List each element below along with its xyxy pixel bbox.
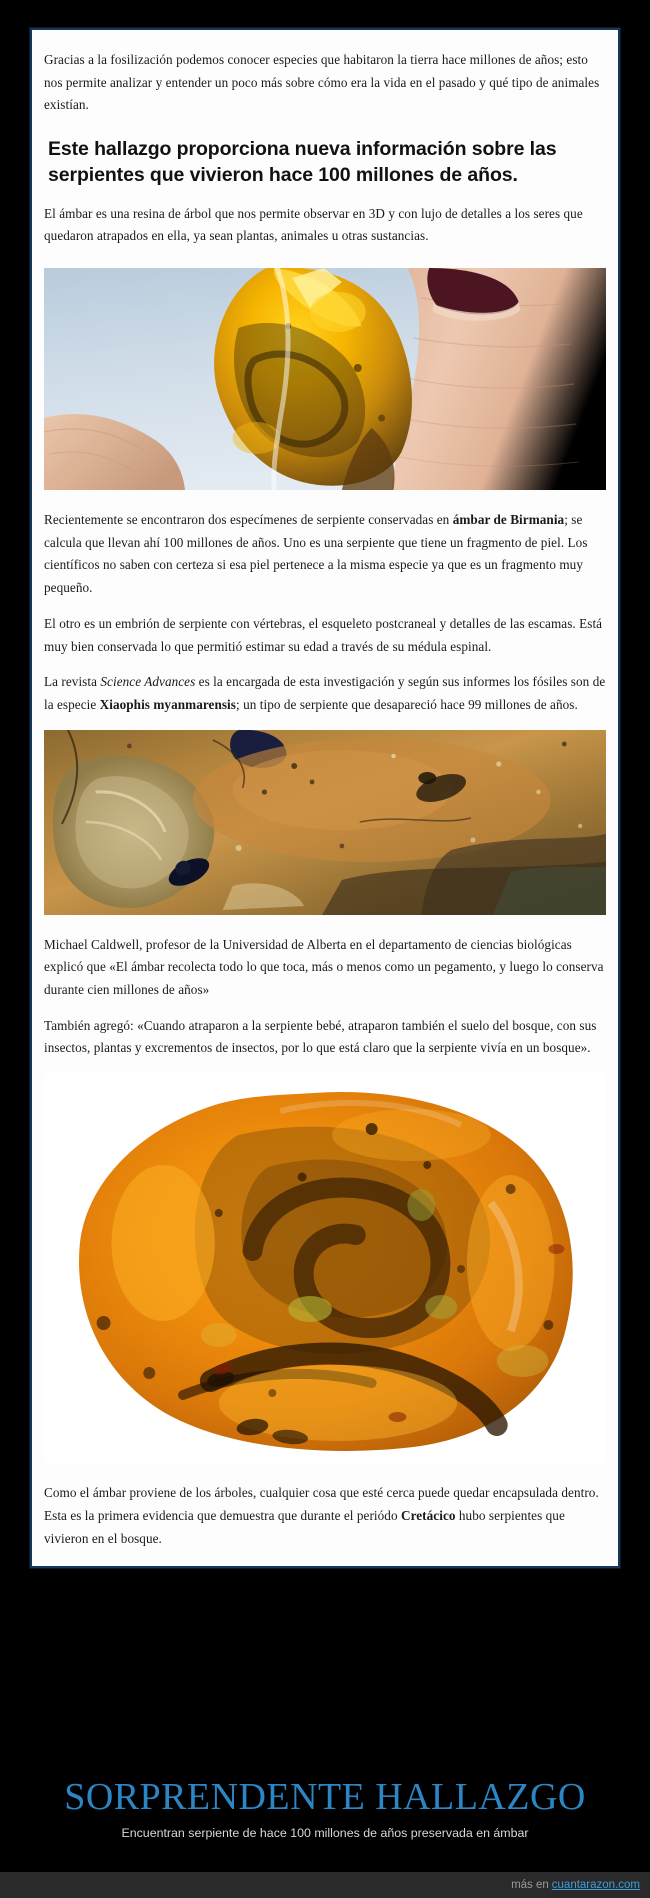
amber-snake-fossil-graphic — [44, 1073, 606, 1463]
amber-intro-block — [32, 203, 618, 268]
journal-italic-science-advances: Science Advances — [100, 674, 196, 690]
amber-snake-fossil-photo — [44, 1073, 606, 1463]
journal-part1: La revista — [44, 674, 101, 690]
intro-paragraph: Gracias a la fosilización podemos conocer especies que habitaron la tierra hace millones de años; esto nos permite analizar y entender un poco más sobre cómo era la vida en el pasado y qué tipo de animales existían. — [44, 52, 600, 113]
journal-bold-species: Xiaophis myanmarensis — [99, 696, 236, 712]
paragraph-conclusion — [44, 1482, 606, 1550]
conclusion-bold-cretacico: Cretácico — [400, 1507, 456, 1523]
paragraph-journal — [44, 671, 606, 716]
conclusion-part1: Como el ámbar proviene de los árboles, cualquier cosa que esté cerca puede quedar encapsulada dentro. Esta es la primera evidencia que demuestra que durante el periódo — [44, 1485, 599, 1523]
amber-in-fingers-photo — [44, 268, 606, 490]
footer-prefix-label: más en — [511, 1879, 549, 1891]
journal-part2: es la encargada de esta investigación y según sus informes los fósiles son de la especie — [44, 674, 606, 712]
specimens-part2: ; se calcula que llevan ahí 100 millones de años. Uno es una serpiente que tiene un fragmento de piel. Los científicos no saben con certeza si esa piel pertenece a la misma especie ya que es un fragmento muy pequeño. — [44, 511, 588, 596]
amber-microscope-closeup-graphic — [44, 730, 606, 915]
paragraph-specimens — [44, 509, 606, 600]
figure-2-wrapper — [32, 730, 618, 915]
footer-site-link[interactable]: cuantarazon.com — [551, 1879, 640, 1891]
figure-1-wrapper — [32, 268, 618, 490]
specimens-bold-amber-birmania: ámbar de Birmania — [452, 511, 565, 527]
page-title: Este hallazgo proporciona nueva información sobre las serpientes que vivieron hace 100 millones de años. — [48, 138, 557, 186]
article-card-inner — [32, 30, 618, 1566]
paragraph-amber: El ámbar es una resina de árbol que nos permite observar en 3D y con lujo de detalles a los seres que quedaron atrapados en ella, ya sean plantas, animales u otras sustancias. — [44, 205, 583, 244]
specimens-block — [32, 490, 618, 717]
paragraph-caldwell: Michael Caldwell, profesor de la Universidad de Alberta en el departamento de ciencias biológicas explicó que «El ámbar recolecta todo lo que toca, más o menos como un pegamento, y luego lo conserva durante cien millones de años» — [44, 936, 604, 998]
footer-bar — [0, 1872, 650, 1898]
conclusion-block — [32, 1463, 618, 1566]
banner-subtitle: Encuentran serpiente de hace 100 millones de años preservada en ámbar — [121, 1826, 529, 1840]
caldwell-block — [32, 915, 618, 1061]
paragraph-forest: También agregó: «Cuando atraparon a la serpiente bebé, atraparon también el suelo del bosque, con sus insectos, plantas y excrementos de insectos, por lo que está claro que la serpiente vivía en un bosque». — [44, 1017, 597, 1056]
conclusion-part2: hubo serpientes que vivieron en el bosque. — [44, 1507, 565, 1546]
article-card — [30, 28, 620, 1568]
intro-text-block — [32, 30, 618, 117]
paragraph-embryo: El otro es un embrión de serpiente con vértebras, el esqueleto postcraneal y detalles de las escamas. Está muy bien conservada lo que permitió estimar su edad a través de su médula espinal. — [44, 615, 603, 654]
amber-microscope-closeup-photo — [44, 730, 606, 915]
specimens-part1: Recientemente se encontraron dos especímenes de serpiente conservadas en — [44, 511, 453, 527]
figure-3-wrapper — [32, 1073, 618, 1463]
amber-in-fingers-photo-graphic — [44, 268, 606, 490]
journal-part3: ; un tipo de serpiente que desapareció hace 99 millones de años. — [235, 696, 578, 712]
heading-block — [32, 137, 618, 188]
banner-title: SORPRENDENTE HALLAZGO — [64, 1776, 586, 1818]
bottom-banner — [0, 1772, 650, 1872]
